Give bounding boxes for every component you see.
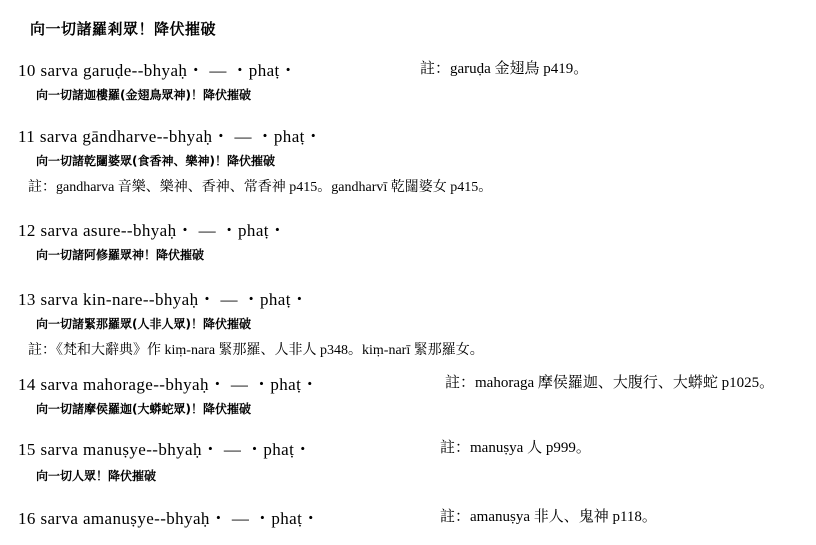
entry-13-mantra-text: sarva kin-nare--bhyaḥ・ — ・phaṭ・ [40,290,309,309]
entry-13-number: 13 [18,290,36,309]
entry-11-mantra [18,122,322,147]
entry-11-reference-note: 註：gandharva 音樂、樂神、香神、常香神 p415。gandharvī 乾闥婆女 p415。 [28,180,493,195]
entry-14-mantra-text: sarva mahorage--bhyaḥ・ — ・phaṭ・ [40,375,319,394]
entry-14-mantra [18,370,319,395]
entry-15-mantra [18,435,312,460]
entry-10-note: 註：garuḍa 金翅鳥 p419。 [420,61,589,77]
entry-10-translation: 向一切諸迦樓羅(金翅鳥眾神)！降伏摧破 [36,88,251,102]
entry-16-note: 註：amanuṣya 非人、鬼神 p118。 [440,509,657,525]
entry-14-note: 註：mahoraga 摩侯羅迦、大腹行、大蟒蛇 p1025。 [445,375,775,391]
entry-11-number: 11 [18,127,36,146]
entry-15-translation: 向一切人眾！降伏摧破 [36,469,157,483]
entry-12-translation: 向一切諸阿修羅眾神！降伏摧破 [36,248,205,262]
entry-13-translation: 向一切諸緊那羅眾(人非人眾)！降伏摧破 [36,317,251,331]
entry-16-mantra [18,504,320,529]
entry-16-mantra-text: sarva amanuṣye--bhyaḥ・ — ・phaṭ・ [40,509,320,528]
entry-11-translation: 向一切諸乾闥婆眾(食香神、樂神)！降伏摧破 [36,154,275,168]
entry-12-mantra [18,216,286,241]
entry-11-mantra-text: sarva gāndharve--bhyaḥ・ — ・phaṭ・ [39,127,323,146]
entry-10-mantra-text: sarva garuḍe--bhyaḥ・ — ・phaṭ・ [40,61,298,80]
entry-14-translation: 向一切諸摩侯羅迦(大蟒蛇眾)！降伏摧破 [36,402,251,416]
entry-12-mantra-text: sarva asure--bhyaḥ・ — ・phaṭ・ [40,221,287,240]
entry-15-number: 15 [18,440,36,459]
entry-10-number: 10 [18,61,36,80]
entry-15-note: 註：manuṣya 人 p999。 [440,440,591,456]
entry-13-mantra [18,285,308,310]
entry-16-number: 16 [18,509,36,528]
entry-14-number: 14 [18,375,36,394]
entry-10-mantra [18,56,297,81]
entry-12-number: 12 [18,221,36,240]
entry-13-reference-note: 註：《梵和大辭典》作 kiṃ-nara 緊那羅、人非人 p348。kiṃ-narī 緊那羅女。 [28,343,484,358]
page-headline: 向一切諸羅剎眾！降伏摧破 [30,20,217,38]
entry-15-mantra-text: sarva manuṣye--bhyaḥ・ — ・phaṭ・ [40,440,312,459]
